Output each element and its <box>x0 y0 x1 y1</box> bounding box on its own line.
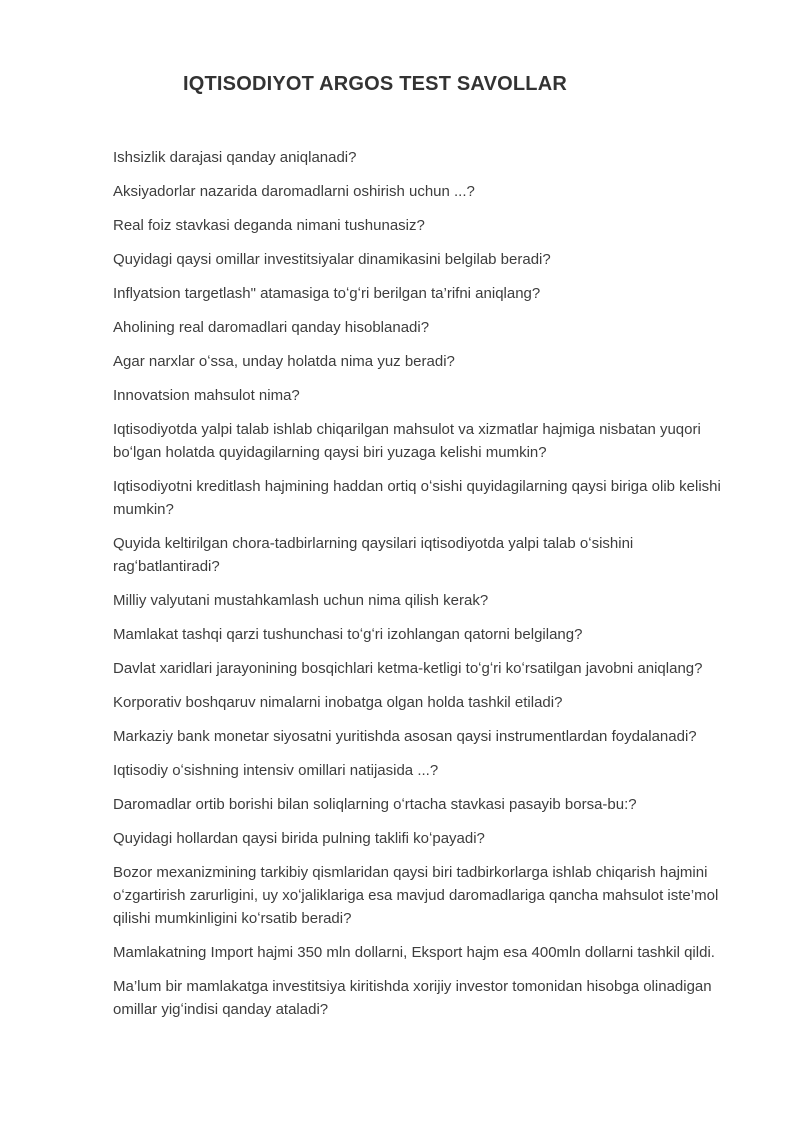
question-text: Mamlakatning Import hajmi 350 mln dollarni, Eksport hajm esa 400mln dollarni tashkil qildi. <box>113 944 715 961</box>
question-text: Aksiyadorlar nazarida daromadlarni oshirish uchun ...? <box>113 183 475 200</box>
question-text: Mamlakat tashqi qarzi tushunchasi toʻgʻri izohlangan qatorni belgilang? <box>113 626 583 643</box>
question-text: Ishsizlik darajasi qanday aniqlanadi? <box>113 149 357 166</box>
question-text: Daromadlar ortib borishi bilan soliqlarning oʻrtacha stavkasi pasayib borsa-bu:? <box>113 796 637 813</box>
question-text: Davlat xaridlari jarayonining bosqichlari ketma-ketligi toʻgʻri koʻrsatilgan javobni aniqlang? <box>113 660 703 677</box>
question-text: Iqtisodiy oʻsishning intensiv omillari natijasida ...? <box>113 762 439 779</box>
question-text: Quyidagi hollardan qaysi birida pulning taklifi koʻpayadi? <box>113 830 485 847</box>
question-text: Milliy valyutani mustahkamlash uchun nima qilish kerak? <box>113 592 489 609</box>
question-text: Innovatsion mahsulot nima? <box>113 387 300 404</box>
question-text: Agar narxlar oʻssa, unday holatda nima yuz beradi? <box>113 353 455 370</box>
page-title: IQTISODIYOT ARGOS TEST SAVOLLAR <box>183 73 567 95</box>
question-list <box>0 146 743 1021</box>
question-text: Bozor mexanizmining tarkibiy qismlaridan qaysi biri tadbirkorlarga ishlab chiqarish hajmini oʻzgartirish zarurligini, uy xoʻjaliklariga esa mavjud daromadlariga qancha mahsulot iste’mol qilishi mumkinligini koʻrsatib beradi? <box>113 864 719 927</box>
question-text: Markaziy bank monetar siyosatni yuritishda asosan qaysi instrumentlardan foydalanadi? <box>113 728 697 745</box>
question-text: Quyidagi qaysi omillar investitsiyalar dinamikasini belgilab beradi? <box>113 251 551 268</box>
question-text: Korporativ boshqaruv nimalarni inobatga olgan holda tashkil etiladi? <box>113 694 563 711</box>
question-text: Inflyatsion targetlash" atamasiga toʻgʻri berilgan ta’rifni aniqlang? <box>113 285 541 302</box>
question-text: Iqtisodiyotni kreditlash hajmining haddan ortiq oʻsishi quyidagilarning qaysi biriga olib kelishi mumkin? <box>113 478 721 518</box>
question-text: Iqtisodiyotda yalpi talab ishlab chiqarilgan mahsulot va xizmatlar hajmiga nisbatan yuqori boʻlgan holatda quyidagilarning qaysi biri yuzaga kelishi mumkin? <box>113 421 701 461</box>
question-text: Real foiz stavkasi deganda nimani tushunasiz? <box>113 217 425 234</box>
question-text: Quyida keltirilgan chora-tadbirlarning qaysilari iqtisodiyotda yalpi talab oʻsishini ragʻbatlantiradi? <box>113 535 634 575</box>
question-text: Aholining real daromadlari qanday hisoblanadi? <box>113 319 430 336</box>
question-text: Ma’lum bir mamlakatga investitsiya kiritishda xorijiy investor tomonidan hisobga olinadigan omillar yigʻindisi qanday ataladi? <box>113 978 712 1018</box>
